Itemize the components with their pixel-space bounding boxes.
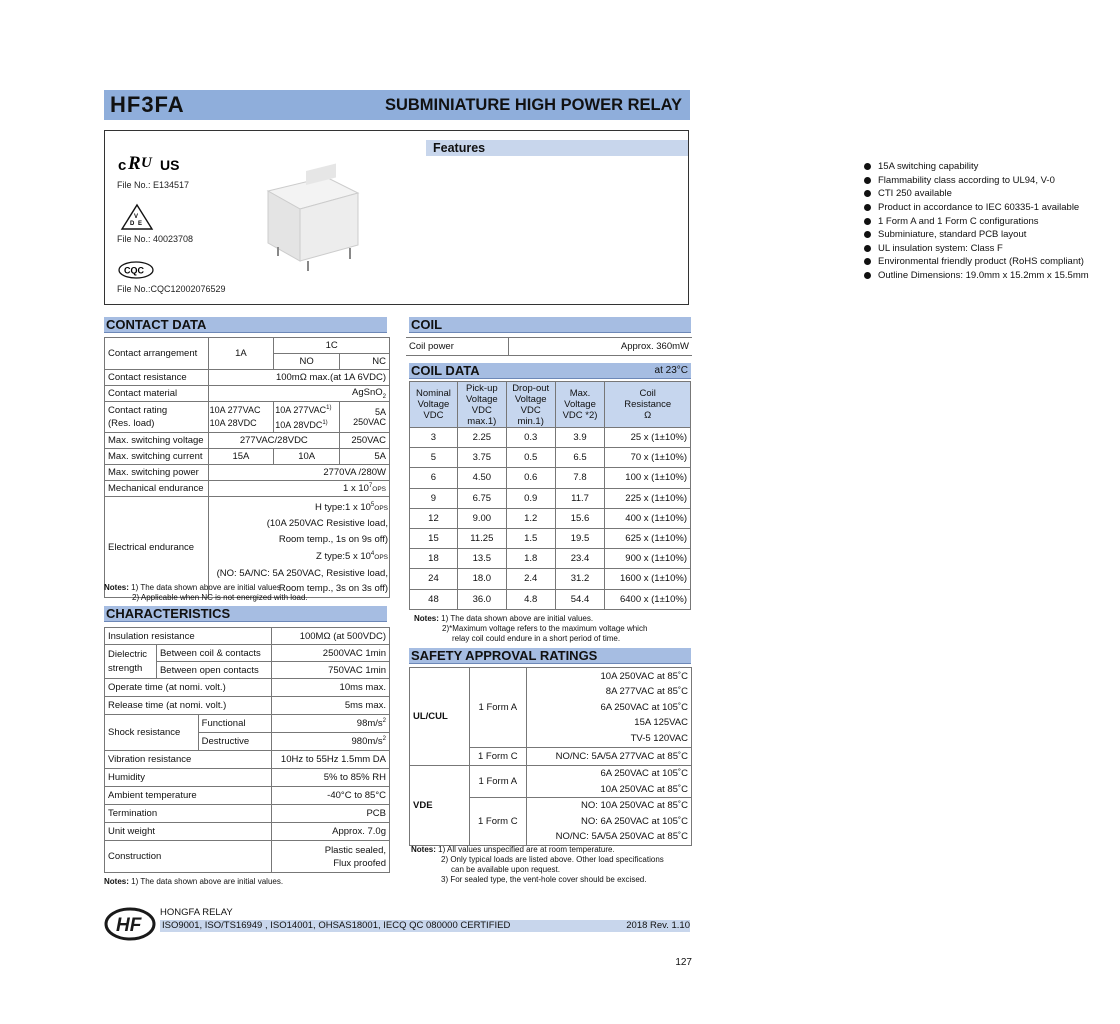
ul-form-c: 1 Form C bbox=[469, 748, 526, 766]
relay-product-image bbox=[258, 163, 368, 273]
max-voltage-cell: 3.9 bbox=[555, 428, 605, 448]
max-voltage-cell: 54.4 bbox=[555, 589, 605, 609]
coil-resistance-cell: 6400 x (1±10%) bbox=[605, 589, 691, 609]
coil-data-row bbox=[410, 508, 691, 528]
arr-1c: 1C bbox=[274, 338, 390, 354]
feature-item: 15A switching capability bbox=[864, 160, 1120, 174]
coil-data-row bbox=[410, 549, 691, 569]
contact-resistance-label: Contact resistance bbox=[105, 370, 209, 386]
safety-notes: Notes: 1) All values unspecified are at room temperature. 2) Only typical loads are listed above. Other load specifications can be available upon request. 3) For sealed type, the vent-hole cover should be excised. bbox=[411, 845, 664, 884]
dropout-voltage-cell: 2.4 bbox=[506, 569, 555, 589]
pickup-voltage-cell: 3.75 bbox=[457, 448, 506, 468]
svg-text:V: V bbox=[134, 214, 139, 220]
cqc-file-number: File No.:CQC12002076529 bbox=[117, 284, 226, 294]
col-max-voltage: Max. Voltage VDC *2) bbox=[555, 382, 605, 428]
ul-logo-icon bbox=[118, 152, 188, 174]
max-power-label: Max. switching power bbox=[105, 465, 209, 481]
coil-resistance-cell: 100 x (1±10%) bbox=[605, 468, 691, 488]
vibration-label: Vibration resistance bbox=[105, 751, 272, 769]
pickup-voltage-cell: 36.0 bbox=[457, 589, 506, 609]
max-current-label: Max. switching current bbox=[105, 449, 209, 465]
operate-time-label: Operate time (at nomi. volt.) bbox=[105, 679, 272, 697]
contact-data-header: CONTACT DATA bbox=[104, 317, 387, 333]
coil-data-row bbox=[410, 589, 691, 609]
max-voltage-nc: 250VAC bbox=[340, 433, 390, 449]
max-voltage-cell: 15.6 bbox=[555, 508, 605, 528]
company-name: HONGFA RELAY bbox=[160, 907, 233, 918]
nominal-voltage-cell: 3 bbox=[410, 428, 458, 448]
bullet-icon bbox=[864, 204, 871, 211]
ambient-label: Ambient temperature bbox=[105, 787, 272, 805]
termination-label: Termination bbox=[105, 805, 272, 823]
vde-form-c: 1 Form C bbox=[469, 798, 526, 846]
dropout-voltage-cell: 4.8 bbox=[506, 589, 555, 609]
features-list bbox=[432, 160, 1089, 282]
feature-item: Outline Dimensions: 19.0mm x 15.2mm x 15.5mm bbox=[864, 269, 1120, 283]
col-dropout-voltage: Drop-out Voltage VDC min.1) bbox=[506, 382, 555, 428]
ul-form-a: 1 Form A bbox=[469, 668, 526, 748]
pickup-voltage-cell: 13.5 bbox=[457, 549, 506, 569]
contact-resistance-value: 100mΩ max.(at 1A 6VDC) bbox=[208, 370, 389, 386]
nominal-voltage-cell: 48 bbox=[410, 589, 458, 609]
feature-item: CTI 250 available bbox=[864, 187, 1120, 201]
contact-rating-1a: 10A 277VAC 10A 28VDC bbox=[208, 402, 274, 433]
cqc-logo-icon bbox=[118, 261, 154, 279]
svg-text:c: c bbox=[118, 157, 127, 174]
contact-data-table bbox=[104, 337, 390, 598]
bullet-icon bbox=[864, 258, 871, 265]
feature-item: Flammability class according to UL94, V-0 bbox=[864, 174, 1120, 188]
electrical-endurance-label: Electrical endurance bbox=[105, 497, 209, 598]
features-title: Features bbox=[433, 141, 486, 155]
max-voltage-cell: 11.7 bbox=[555, 488, 605, 508]
bullet-icon bbox=[864, 272, 871, 279]
coil-data-notes: Notes: 1) The data shown above are initial values. 2)*Maximum voltage refers to the maximum voltage which relay coil could endure in a short period of time. bbox=[414, 614, 648, 643]
max-voltage-cell: 19.5 bbox=[555, 528, 605, 548]
vde-file-number: File No.: 40023708 bbox=[117, 234, 194, 244]
destructive-label: Destructive bbox=[198, 733, 271, 751]
product-subtitle: SUBMINIATURE HIGH POWER RELAY bbox=[384, 96, 682, 114]
vde-label: VDE bbox=[410, 766, 470, 846]
insulation-value: 100MΩ (at 500VDC) bbox=[271, 628, 389, 645]
max-current-1a: 15A bbox=[208, 449, 274, 465]
termination-value: PCB bbox=[271, 805, 389, 823]
vde-logo-icon bbox=[121, 204, 153, 230]
arr-no: NO bbox=[274, 354, 340, 370]
contact-arrangement-label: Contact arrangement bbox=[105, 338, 209, 370]
coil-data-row bbox=[410, 488, 691, 508]
pickup-voltage-cell: 2.25 bbox=[457, 428, 506, 448]
coil-resistance-cell: 900 x (1±10%) bbox=[605, 549, 691, 569]
construction-value: Plastic sealed, Flux proofed bbox=[271, 841, 389, 873]
nominal-voltage-cell: 5 bbox=[410, 448, 458, 468]
feature-item: 1 Form A and 1 Form C configurations bbox=[864, 214, 1120, 228]
coil-resistance-cell: 1600 x (1±10%) bbox=[605, 569, 691, 589]
max-power-value: 2770VA /280W bbox=[208, 465, 389, 481]
contact-rating-no: 10A 277VAC$^{1)}$ 10A 28VDC$^{1)}$ bbox=[274, 402, 340, 433]
characteristics-header: CHARACTERISTICS bbox=[104, 606, 387, 622]
humidity-value: 5% to 85% RH bbox=[271, 769, 389, 787]
coil-power-value: Approx. 360mW bbox=[509, 338, 693, 356]
nominal-voltage-cell: 18 bbox=[410, 549, 458, 569]
dropout-voltage-cell: 0.3 bbox=[506, 428, 555, 448]
nominal-voltage-cell: 6 bbox=[410, 468, 458, 488]
bullet-icon bbox=[864, 231, 871, 238]
feature-item: Environmental friendly product (RoHS compliant) bbox=[864, 255, 1120, 269]
contact-rating-nc: 5A 250VAC bbox=[340, 402, 390, 433]
pickup-voltage-cell: 11.25 bbox=[457, 528, 506, 548]
pickup-voltage-cell: 9.00 bbox=[457, 508, 506, 528]
col-coil-resistance: Coil Resistance Ω bbox=[605, 382, 691, 428]
page-number: 127 bbox=[675, 957, 692, 968]
model-name: HF3FA bbox=[110, 92, 185, 117]
functional-label: Functional bbox=[198, 715, 271, 733]
dropout-voltage-cell: 1.8 bbox=[506, 549, 555, 569]
safety-table bbox=[409, 667, 692, 846]
ul-form-c-rating: NO/NC: 5A/5A 277VAC at 85˚C bbox=[526, 748, 691, 766]
svg-text:R: R bbox=[128, 153, 141, 174]
max-voltage-cell: 7.8 bbox=[555, 468, 605, 488]
ul-form-a-ratings: 10A 250VAC at 85˚C 8A 277VAC at 85˚C 6A 250VAC at 105˚C 15A 125VAC TV-5 120VAC bbox=[526, 668, 691, 748]
feature-item: Subminiature, standard PCB layout bbox=[864, 228, 1120, 242]
humidity-label: Humidity bbox=[105, 769, 272, 787]
between-open-value: 750VAC 1min bbox=[271, 662, 389, 679]
svg-text:HF: HF bbox=[116, 915, 142, 936]
ambient-value: -40°C to 85°C bbox=[271, 787, 389, 805]
contact-rating-label: Contact rating (Res. load) bbox=[105, 402, 209, 433]
coil-data-temperature: at 23°C bbox=[654, 365, 688, 376]
coil-resistance-cell: 225 x (1±10%) bbox=[605, 488, 691, 508]
bullet-icon bbox=[864, 190, 871, 197]
coil-power-label: Coil power bbox=[406, 338, 509, 356]
destructive-value: $980m/s^2$ bbox=[271, 733, 389, 751]
max-current-no: 10A bbox=[274, 449, 340, 465]
nominal-voltage-cell: 9 bbox=[410, 488, 458, 508]
mechanical-endurance-label: Mechanical endurance bbox=[105, 481, 209, 497]
between-coil-label: Between coil & contacts bbox=[156, 645, 271, 662]
weight-label: Unit weight bbox=[105, 823, 272, 841]
nominal-voltage-cell: 12 bbox=[410, 508, 458, 528]
svg-text:E: E bbox=[138, 221, 143, 227]
functional-value: $98m/s^2$ bbox=[271, 715, 389, 733]
coil-header: COIL bbox=[409, 317, 691, 333]
coil-data-row bbox=[410, 448, 691, 468]
dropout-voltage-cell: 1.5 bbox=[506, 528, 555, 548]
max-voltage-cell: 23.4 bbox=[555, 549, 605, 569]
svg-text:U: U bbox=[141, 155, 152, 171]
coil-table bbox=[406, 337, 692, 356]
coil-data-row bbox=[410, 468, 691, 488]
max-current-nc: 5A bbox=[340, 449, 390, 465]
weight-value: Approx. 7.0g bbox=[271, 823, 389, 841]
vde-form-a: 1 Form A bbox=[469, 766, 526, 798]
pickup-voltage-cell: 6.75 bbox=[457, 488, 506, 508]
contact-material-value: AgSnO$_2$ bbox=[208, 386, 389, 402]
coil-resistance-cell: 625 x (1±10%) bbox=[605, 528, 691, 548]
vde-form-a-ratings: 6A 250VAC at 105˚C 10A 250VAC at 85˚C bbox=[526, 766, 691, 798]
footer-certifications: ISO9001, ISO/TS16949 , ISO14001, OHSAS18001, IECQ QC 080000 CERTIFIED bbox=[162, 920, 511, 931]
dropout-voltage-cell: 0.9 bbox=[506, 488, 555, 508]
release-time-label: Release time (at nomi. volt.) bbox=[105, 697, 272, 715]
dielectric-label: Dielectric strength bbox=[105, 645, 157, 679]
shock-label: Shock resistance bbox=[105, 715, 199, 751]
electrical-endurance-value: H type:1 x $10^5OPS$ (10A 250VAC Resistive load, Room temp., 1s on 9s off) Z type:5 x $10^4OPS$ (NO: 5A/NC: 5A 250VAC, Resistive load, Room temp., 3s on 3s off) bbox=[208, 497, 389, 598]
characteristics-notes: Notes: 1) The data shown above are initial values. bbox=[104, 877, 284, 886]
dropout-voltage-cell: 1.2 bbox=[506, 508, 555, 528]
col-pickup-voltage: Pick-up Voltage VDC max.1) bbox=[457, 382, 506, 428]
contact-material-label: Contact material bbox=[105, 386, 209, 402]
arr-nc: NC bbox=[340, 354, 390, 370]
operate-time-value: 10ms max. bbox=[271, 679, 389, 697]
ulcul-label: UL/CUL bbox=[410, 668, 470, 766]
ul-file-number: File No.: E134517 bbox=[117, 180, 190, 190]
col-nominal-voltage: Nominal Voltage VDC bbox=[410, 382, 458, 428]
contact-notes: Notes: 1) The data shown above are initial values. 2) Applicable when NC is not energized with load. bbox=[104, 583, 308, 602]
pickup-voltage-cell: 4.50 bbox=[457, 468, 506, 488]
footer-revision: 2018 Rev. 1.10 bbox=[626, 920, 690, 931]
coil-data-header: COIL DATA at 23°C bbox=[409, 363, 691, 379]
dropout-voltage-cell: 0.5 bbox=[506, 448, 555, 468]
max-voltage-cell: 31.2 bbox=[555, 569, 605, 589]
pickup-voltage-cell: 18.0 bbox=[457, 569, 506, 589]
bullet-icon bbox=[864, 163, 871, 170]
coil-data-row bbox=[410, 428, 691, 448]
between-coil-value: 2500VAC 1min bbox=[271, 645, 389, 662]
vibration-value: 10Hz to 55Hz 1.5mm DA bbox=[271, 751, 389, 769]
hongfa-logo-icon bbox=[104, 907, 156, 941]
characteristics-table bbox=[104, 627, 390, 873]
svg-text:CQC: CQC bbox=[124, 265, 144, 276]
bullet-icon bbox=[864, 245, 871, 252]
max-voltage-cell: 6.5 bbox=[555, 448, 605, 468]
vde-form-c-ratings: NO: 10A 250VAC at 85˚C NO: 6A 250VAC at 105˚C NO/NC: 5A/5A 250VAC at 85˚C bbox=[526, 798, 691, 846]
between-open-label: Between open contacts bbox=[156, 662, 271, 679]
svg-text:D: D bbox=[130, 221, 135, 227]
max-voltage-label: Max. switching voltage bbox=[105, 433, 209, 449]
mechanical-endurance-value: 1 x $10^7OPS$ bbox=[208, 481, 389, 497]
coil-resistance-cell: 400 x (1±10%) bbox=[605, 508, 691, 528]
coil-resistance-cell: 70 x (1±10%) bbox=[605, 448, 691, 468]
coil-data-row bbox=[410, 528, 691, 548]
arr-1a: 1A bbox=[208, 338, 274, 370]
feature-item: Product in accordance to IEC 60335-1 available bbox=[864, 201, 1120, 215]
insulation-label: Insulation resistance bbox=[105, 628, 272, 645]
nominal-voltage-cell: 24 bbox=[410, 569, 458, 589]
nominal-voltage-cell: 15 bbox=[410, 528, 458, 548]
coil-resistance-cell: 25 x (1±10%) bbox=[605, 428, 691, 448]
construction-label: Construction bbox=[105, 841, 272, 873]
coil-data-table bbox=[409, 381, 691, 610]
coil-data-row bbox=[410, 569, 691, 589]
bullet-icon bbox=[864, 177, 871, 184]
bullet-icon bbox=[864, 218, 871, 225]
safety-header: SAFETY APPROVAL RATINGS bbox=[409, 648, 691, 664]
max-voltage-value: 277VAC/28VDC bbox=[208, 433, 339, 449]
svg-text:US: US bbox=[160, 157, 180, 173]
dropout-voltage-cell: 0.6 bbox=[506, 468, 555, 488]
release-time-value: 5ms max. bbox=[271, 697, 389, 715]
feature-item: UL insulation system: Class F bbox=[864, 242, 1120, 256]
